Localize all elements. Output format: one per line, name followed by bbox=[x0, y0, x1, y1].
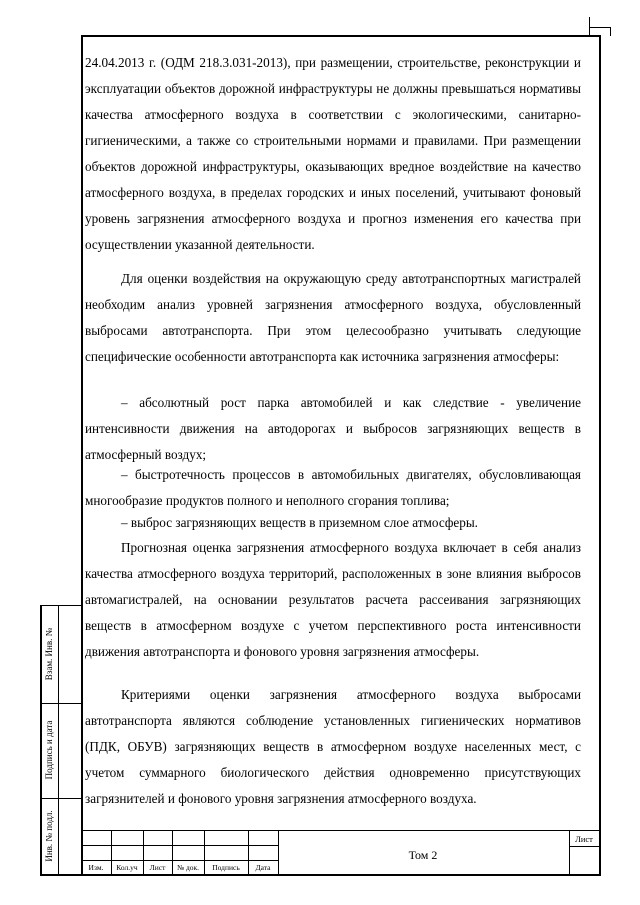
side-label-inv: Инв. № подл. bbox=[44, 810, 54, 862]
title-block-line bbox=[569, 846, 600, 847]
paragraph-4: Критериями оценки загрязнения атмосферного воздуха выбросами автотранспорта являются соблюдение установленных гигиенических нормативов (ПДК, ОБУВ) загрязняющих веществ в атмосферном воздухе населенных мест, с учетом суммарного биологического действия одновременно присутствующих загрязнителей и фонового уровня загрязнения атмосферного воздуха. bbox=[85, 687, 581, 806]
side-label-podpis: Подпись и дата bbox=[44, 720, 54, 780]
paragraph-2: Для оценки воздействия на окружающую среду автотранспортных магистралей необходим анализ уровней загрязнения атмосферного воздуха, обусловленный выбросами автотранспорта. При этом целесообразно учитывать следующие специфические особенности автотранспорта как источника загрязнения атмосферы: bbox=[85, 271, 581, 364]
col-label-kol: Кол.уч bbox=[116, 863, 138, 872]
col-label-data: Дата bbox=[255, 863, 271, 872]
side-label-vzam: Взам. Инв. № bbox=[44, 627, 54, 681]
title-block-line bbox=[81, 830, 600, 831]
sheet-label: Лист bbox=[575, 834, 593, 844]
col-label-ndok: № док. bbox=[176, 863, 200, 872]
bullet-item-3: – выброс загрязняющих веществ в приземном слое атмосферы. bbox=[121, 515, 478, 530]
corner-tab-line bbox=[589, 27, 611, 28]
side-stamp-line bbox=[40, 703, 82, 704]
side-stamp-line bbox=[40, 798, 82, 799]
frame-right-line bbox=[599, 35, 601, 875]
side-stamp-line bbox=[58, 605, 59, 875]
bullet-item-2: – быстротечность процессов в автомобильных двигателях, обусловливающая многообразие продуктов полного и неполного сгорания топлива; bbox=[85, 467, 581, 508]
col-label-list: Лист bbox=[149, 863, 166, 872]
frame-bottom-line bbox=[40, 874, 601, 876]
bullet-item-1: – абсолютный рост парка автомобилей и как следствие - увеличение интенсивности движения на автодорогах и выбросов загрязняющих веществ в атмосферный воздух; bbox=[85, 395, 581, 462]
paragraph-1: 24.04.2013 г. (ОДМ 218.3.031-2013), при размещении, строительстве, реконструкции и эксплуатации объектов дорожной инфраструктуры не должны превышаться нормативы качества атмосферного воздуха в соответствии с экологическими, санитарно-гигиеническими, а также со строительными нормами и правилами. При размещении объектов дорожной инфраструктуры, оказывающих вредное воздействие на качество атмосферного воздуха, в пределах городских и иных поселений, учитывают фоновый уровень загрязнения атмосферного воздуха и прогноз изменения его качества при осуществлении указанной деятельности. bbox=[85, 55, 581, 252]
frame-left-line bbox=[81, 35, 83, 875]
volume-label: Том 2 bbox=[408, 848, 438, 862]
corner-tab-line bbox=[610, 27, 611, 36]
side-stamp-line bbox=[40, 605, 42, 875]
col-label-izm: Изм. bbox=[88, 863, 104, 872]
side-stamp-line bbox=[40, 605, 82, 606]
paragraph-3: Прогнозная оценка загрязнения атмосферного воздуха включает в себя анализ качества атмосферного воздуха территорий, расположенных в зоне влияния выбросов автомагистралей, на основании результатов расчета рассеивания загрязняющих веществ в атмосферном воздухе с учетом перспективного роста интенсивности движения автотранспорта и фонового уровня загрязнения атмосферы. bbox=[85, 540, 581, 659]
col-label-podpis: Подпись bbox=[212, 863, 240, 872]
frame-top-line bbox=[81, 35, 600, 37]
